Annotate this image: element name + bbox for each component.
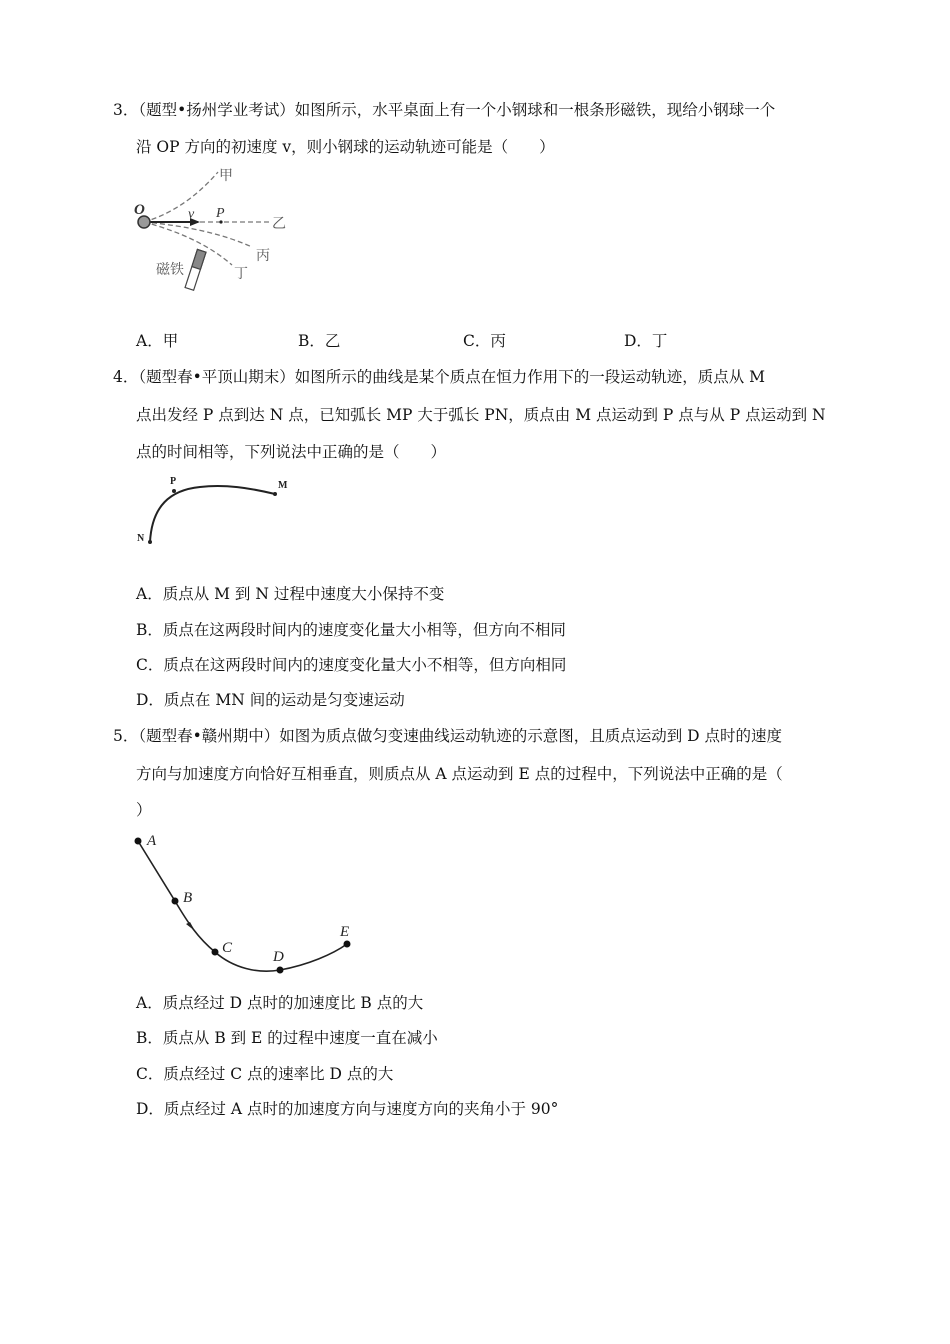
point-e (344, 941, 351, 948)
q3-option-b: B．乙 (298, 332, 341, 350)
point-m (273, 492, 277, 496)
label-c: C (222, 940, 233, 956)
path-jia (144, 172, 218, 222)
q4-figure (130, 470, 300, 550)
trajectory-curve (150, 486, 275, 542)
q3-option-a: A．甲 (136, 332, 179, 350)
q4-stem-line-2: 点出发经 P 点到达 N 点，已知弧长 MP 大于弧长 PN，质点由 M 点运动到 P 点与从 P 点运动到 N (136, 406, 826, 424)
label-p: P (170, 476, 177, 487)
q4-option-c: C．质点在这两段时间内的速度变化量大小不相等，但方向相同 (136, 656, 567, 674)
q5-option-c: C．质点经过 C 点的速率比 D 点的大 (136, 1065, 394, 1083)
q3-stem-line-1: 3．（题型•扬州学业考试）如图所示，水平桌面上有一个小钢球和一根条形磁铁，现给小钢球一个 (113, 101, 776, 119)
label-a: A (147, 833, 157, 849)
path-bing (144, 222, 252, 247)
q4-option-a: A．质点从 M 到 N 过程中速度大小保持不变 (136, 585, 445, 603)
bar-magnet (185, 249, 206, 290)
q5-stem-line-3: ） (136, 801, 152, 819)
label-p: P (216, 206, 225, 221)
q5-stem-line-1: 5．（题型春•赣州期中）如图为质点做匀变速曲线运动轨迹的示意图，且质点运动到 D 点时的速度 (113, 727, 783, 745)
point-b (172, 898, 179, 905)
q5-figure (128, 828, 368, 978)
label-b: B (183, 890, 193, 906)
q4-option-b: B．质点在这两段时间内的速度变化量大小相等，但方向不相同 (136, 621, 566, 639)
point-p (172, 489, 176, 493)
q3-option-d: D．丁 (624, 332, 668, 350)
q3-option-c: C．丙 (463, 332, 506, 350)
q3-figure (130, 162, 310, 297)
q5-option-d: D．质点经过 A 点时的加速度方向与速度方向的夹角小于 90° (136, 1100, 559, 1118)
label-n: N (137, 533, 145, 544)
label-yi: 乙 (272, 216, 286, 232)
label-m: M (278, 480, 288, 491)
point-n (148, 540, 152, 544)
label-bing: 丙 (256, 248, 270, 264)
q5-option-a: A．质点经过 D 点时的加速度比 B 点的大 (136, 994, 424, 1012)
point-d (277, 967, 284, 974)
trajectory-curve (138, 841, 350, 971)
label-v: v (188, 207, 195, 222)
label-d: D (273, 949, 284, 965)
label-o: O (134, 202, 145, 218)
q4-option-d: D．质点在 MN 间的运动是匀变速运动 (136, 691, 405, 709)
q5-option-b: B．质点从 B 到 E 的过程中速度一直在减小 (136, 1029, 438, 1047)
q4-stem-line-3: 点的时间相等，下列说法中正确的是（ ） (136, 443, 447, 461)
point-a (135, 838, 142, 845)
label-magnet: 磁铁 (156, 262, 184, 278)
q5-stem-line-2: 方向与加速度方向恰好互相垂直，则质点从 A 点运动到 E 点的过程中，下列说法中正确的是（ (136, 765, 783, 783)
q4-stem-line-1: 4．（题型春•平顶山期末）如图所示的曲线是某个质点在恒力作用下的一段运动轨迹，质点从 M (113, 368, 766, 386)
label-e: E (340, 924, 350, 940)
point-c (212, 949, 219, 956)
label-jia: 甲 (219, 168, 233, 184)
q3-stem-line-2: 沿 OP 方向的初速度 v，则小钢球的运动轨迹可能是（ ） (136, 138, 555, 156)
label-ding: 丁 (234, 266, 248, 282)
direction-arrow-head (186, 922, 195, 931)
